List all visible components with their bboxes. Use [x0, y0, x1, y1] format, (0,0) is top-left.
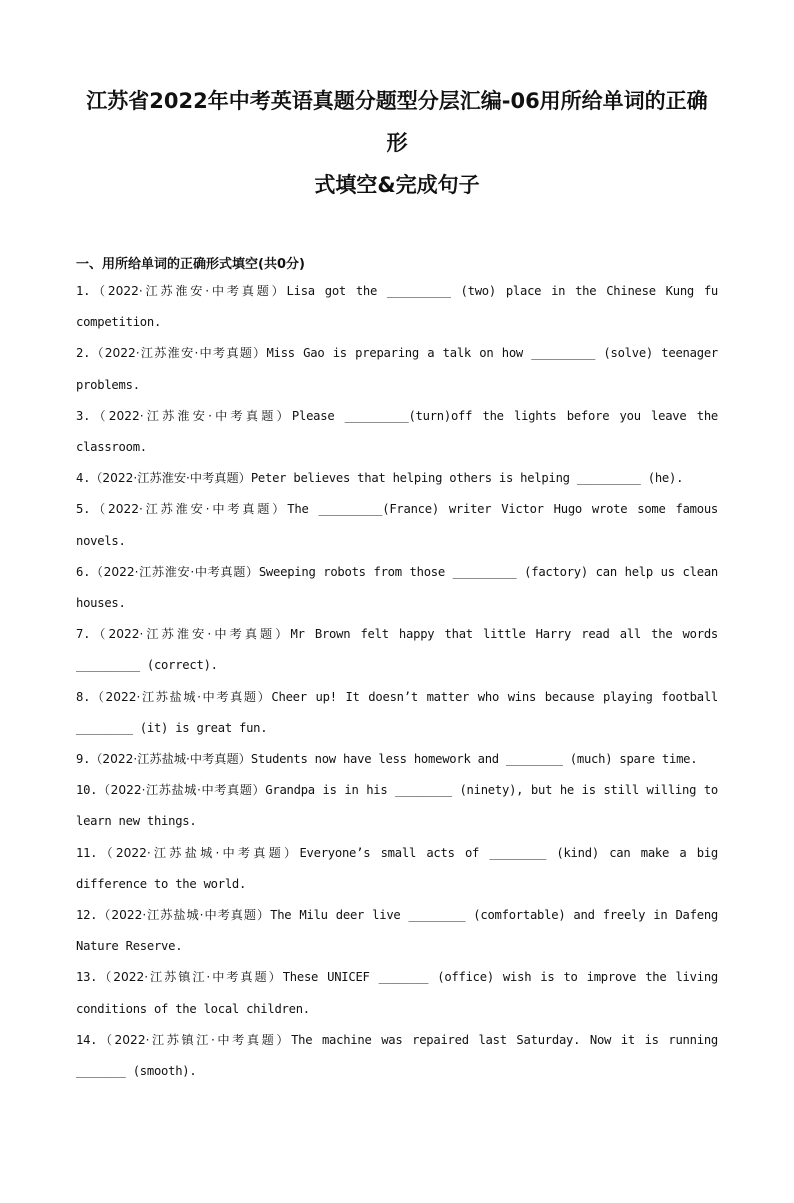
question-text: Everyone’s small acts of ________ (kind) can make a big difference to the world. [76, 845, 719, 891]
question-source: （2022·江苏盐城·中考真题） [90, 689, 272, 704]
section-heading: 一、用所给单词的正确形式填空(共0分) [76, 257, 305, 272]
question-number: 6. [76, 564, 91, 579]
question-item [76, 775, 718, 837]
question-text: Please _________(turn)off the lights before you leave the classroom. [76, 408, 718, 455]
question-source: （2022·江苏镇江·中考真题） [97, 970, 283, 985]
question-number: 3. [76, 408, 91, 423]
question-number: 14. [76, 1032, 98, 1047]
question-source: （2022·江苏淮安·中考真题） [90, 408, 292, 423]
question-source: （2022·江苏镇江·中考真题） [97, 1032, 292, 1047]
question-text: Peter believes that helping others is helping _________ (he). [250, 471, 684, 486]
question-text: Lisa got the _________ (two) place in the Chinese Kung fu competition. [76, 284, 719, 330]
question-number: 13. [76, 970, 98, 985]
question-text: Mr Brown felt happy that little Harry read all the words _________ (correct). [76, 627, 718, 673]
question-item [76, 494, 718, 556]
question-text: Cheer up! It doesn’t matter who wins because playing football ________ (it) is great fun. [76, 689, 719, 735]
question-item [76, 838, 718, 900]
question-source: （2022·江苏淮安·中考真题） [90, 346, 267, 361]
question-number: 2. [76, 346, 91, 361]
question-item [76, 557, 718, 619]
question-item [76, 682, 718, 744]
question-item [76, 463, 718, 494]
title-line-1: 江苏省2022年中考英语真题分题型分层汇编-06用所给单词的正确形 [86, 89, 708, 155]
question-source: （2022·江苏盐城·中考真题） [90, 752, 251, 767]
title-line-2: 式填空&完成句子 [314, 173, 480, 197]
question-item [76, 338, 718, 400]
question-source: （2022·江苏淮安·中考真题） [90, 284, 287, 298]
question-number: 12. [76, 908, 98, 923]
question-list [76, 276, 718, 1087]
question-item [76, 900, 718, 962]
question-source: （2022·江苏淮安·中考真题） [90, 627, 291, 642]
question-number: 10. [76, 783, 98, 798]
question-number: 11. [76, 845, 98, 860]
question-item [76, 619, 718, 681]
question-text: The machine was repaired last Saturday. Now it is running _______ (smooth). [76, 1032, 718, 1079]
question-text: The _________(France) writer Victor Hugo wrote some famous novels. [76, 502, 719, 548]
question-text: Miss Gao is preparing a talk on how _________ (solve) teenager problems. [76, 346, 718, 392]
question-source: （2022·江苏淮安·中考真题） [90, 502, 288, 517]
question-text: The Milu deer live ________ (comfortable) and freely in Dafeng Nature Reserve. [76, 908, 718, 954]
question-item [76, 276, 718, 338]
question-source: （2022·江苏淮安·中考真题） [90, 471, 251, 486]
question-item [76, 962, 718, 1024]
question-source: （2022·江苏盐城·中考真题） [97, 845, 300, 860]
question-text: Sweeping robots from those _________ (factory) can help us clean houses. [76, 564, 718, 611]
question-number: 7. [76, 627, 91, 642]
question-item [76, 401, 718, 463]
question-source: （2022·江苏盐城·中考真题） [97, 783, 266, 798]
question-text: These UNICEF _______ (office) wish is to improve the living conditions of the local children. [76, 970, 718, 1016]
question-number: 8. [76, 689, 91, 704]
question-text: Grandpa is in his ________ (ninety), but he is still willing to learn new things. [76, 783, 719, 829]
question-text: Students now have less homework and ________ (much) spare time. [250, 752, 698, 767]
document-page [0, 80, 794, 1203]
question-source: （2022·江苏淮安·中考真题） [90, 564, 259, 579]
question-item [76, 744, 718, 775]
question-number: 9. [76, 752, 91, 767]
question-item [76, 1025, 718, 1087]
question-number: 5. [76, 502, 91, 517]
question-number: 1. [76, 284, 91, 298]
question-source: （2022·江苏盐城·中考真题） [97, 908, 271, 923]
document-title [76, 80, 718, 206]
question-number: 4. [76, 471, 91, 486]
